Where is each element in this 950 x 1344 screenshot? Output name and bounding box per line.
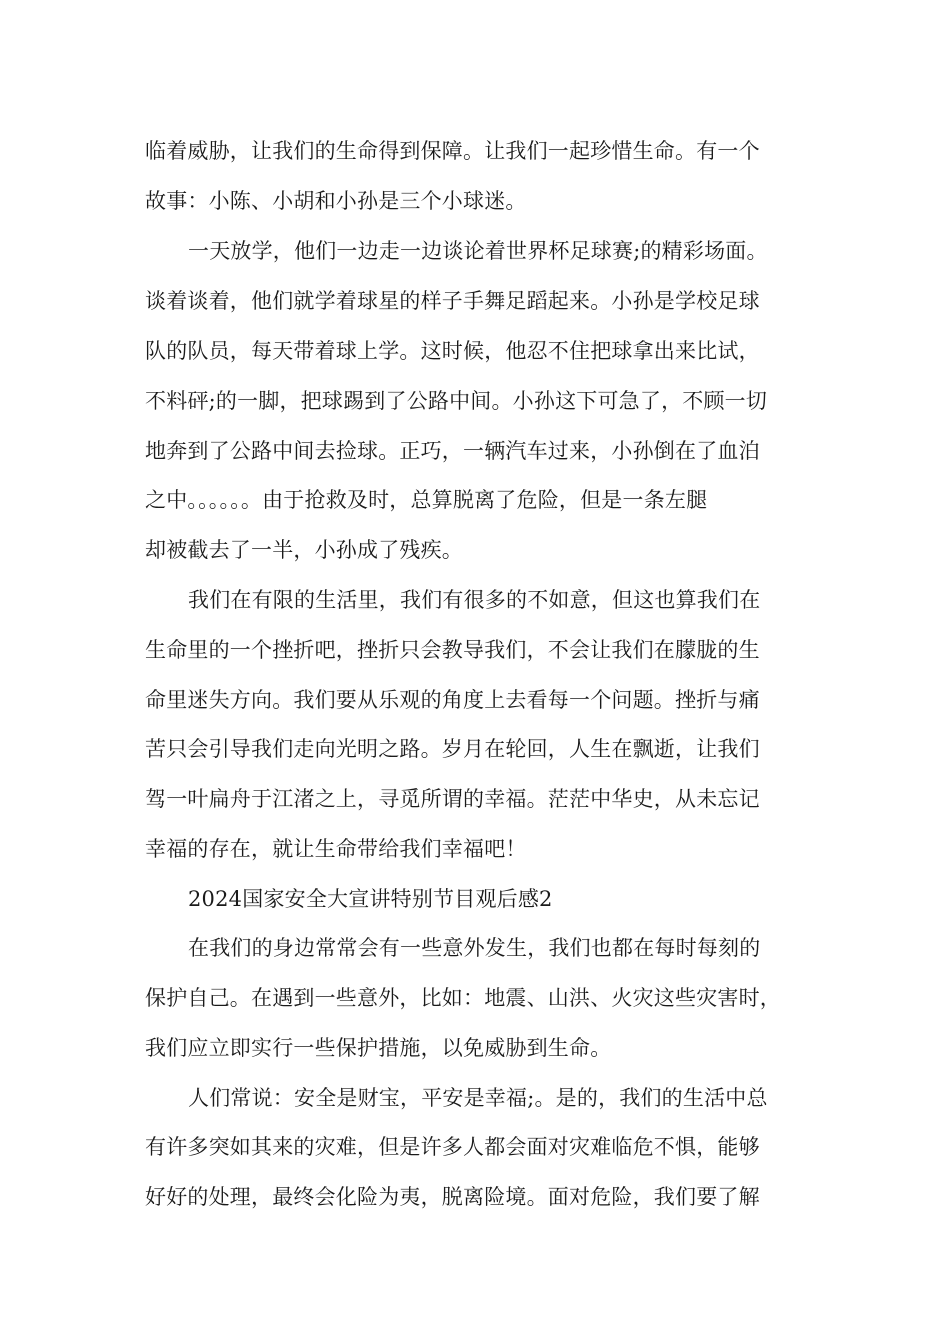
paragraph-line: 不料砰;的一脚，把球踢到了公路中间。小孙这下可急了，不顾一切 xyxy=(145,389,768,413)
section-heading: 2024国家安全大宣讲特别节目观后感2 xyxy=(188,887,553,911)
paragraph-line: 命里迷失方向。我们要从乐观的角度上去看每一个问题。挫折与痛 xyxy=(145,688,760,712)
paragraph-line: 在我们的身边常常会有一些意外发生，我们也都在每时每刻的 xyxy=(188,936,761,960)
paragraph-line: 好好的处理，最终会化险为夷，脱离险境。面对危险，我们要了解 xyxy=(145,1185,760,1209)
paragraph-line: 驾一叶扁舟于江渚之上，寻觅所谓的幸福。茫茫中华史，从未忘记 xyxy=(145,787,760,811)
paragraph-line: 保护自己。在遇到一些意外，比如：地震、山洪、火灾这些灾害时， xyxy=(145,986,781,1010)
paragraph-line: 故事：小陈、小胡和小孙是三个小球迷。 xyxy=(145,189,527,213)
paragraph-line: 却被截去了一半，小孙成了残疾。 xyxy=(145,538,463,562)
paragraph-line: 地奔到了公路中间去捡球。正巧，一辆汽车过来，小孙倒在了血泊 xyxy=(145,439,760,463)
paragraph-line: 有许多突如其来的灾难，但是许多人都会面对灾难临危不惧，能够 xyxy=(145,1135,760,1159)
paragraph-line: 人们常说：安全是财宝，平安是幸福;。是的，我们的生活中总 xyxy=(188,1086,768,1110)
paragraph-line: 队的队员，每天带着球上学。这时候，他忍不住把球拿出来比试， xyxy=(145,339,760,363)
paragraph-line: 之中。。。。。。由于抢救及时，总算脱离了危险，但是一条左腿 xyxy=(145,488,708,512)
paragraph-line: 我们在有限的生活里，我们有很多的不如意，但这也算我们在 xyxy=(188,588,761,612)
paragraph-line: 一天放学，他们一边走一边谈论着世界杯足球赛;的精彩场面。 xyxy=(188,239,768,263)
paragraph-line: 临着威胁，让我们的生命得到保障。让我们一起珍惜生命。有一个 xyxy=(145,139,760,163)
paragraph-line: 谈着谈着，他们就学着球星的样子手舞足蹈起来。小孙是学校足球 xyxy=(145,289,760,313)
paragraph-line: 生命里的一个挫折吧，挫折只会教导我们，不会让我们在朦胧的生 xyxy=(145,638,760,662)
paragraph-line: 我们应立即实行一些保护措施，以免威胁到生命。 xyxy=(145,1036,612,1060)
paragraph-line: 苦只会引导我们走向光明之路。岁月在轮回，人生在飘逝，让我们 xyxy=(145,737,760,761)
paragraph-line: 幸福的存在，就让生命带给我们幸福吧！ xyxy=(145,837,527,861)
